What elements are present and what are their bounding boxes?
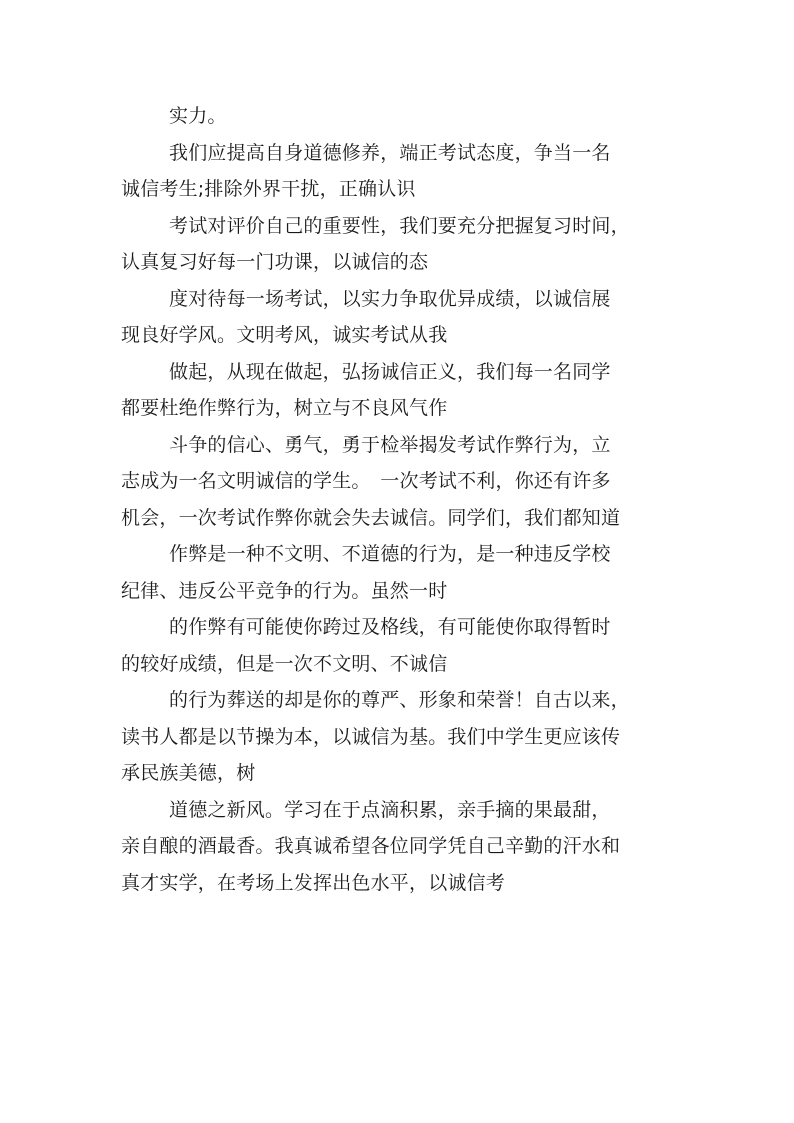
text-line: 志成为一名文明诚信的学生。 一次考试不利，你还有许多 [121,470,611,492]
text-line: 读书人都是以节操为本，以诚信为基。我们中学生更应该传 [121,725,621,748]
text-line: 认真复习好每一门功课，以诚信的态 [121,251,429,273]
text-line: 机会，一次考试作弊你就会失去诚信。同学们，我们都知道 [121,506,621,529]
text-line: 实力。 [169,105,227,127]
text-line: 我们应提高自身道德修养，端正考试态度，争当一名 [169,141,611,164]
text-line: 承民族美德，树 [121,762,256,784]
document-body [121,98,691,901]
text-line: 斗争的信心、勇气，勇于检举揭发考试作弊行为，立 [169,433,611,456]
text-line: 亲自酿的酒最香。我真诚希望各位同学凭自己辛勤的汗水和 [121,835,621,857]
text-line: 现良好学风。文明考风，诚实考试从我 [121,324,448,346]
text-line: 都要杜绝作弊行为，树立与不良风气作 [121,397,448,419]
text-line: 真才实学，在考场上发挥出色水平，以诚信考 [121,871,506,894]
text-line: 的行为葬送的却是你的尊严、形象和荣誉！自古以来， [169,689,630,711]
text-line: 作弊是一种不文明、不道德的行为，是一种违反学校 [169,543,611,565]
text-line: 的作弊有可能使你跨过及格线，有可能使你取得暂时 [169,616,611,638]
text-line: 道德之新风。学习在于点滴积累，亲手摘的果最甜， [169,798,611,821]
text-line: 度对待每一场考试，以实力争取优异成绩，以诚信展 [169,287,611,310]
text-line: 考试对评价自己的重要性，我们要充分把握复习时间， [169,214,630,237]
text-line: 诚信考生;排除外界干扰，正确认识 [121,178,416,200]
text-line: 做起，从现在做起，弘扬诚信正义，我们每一名同学 [169,360,611,383]
text-line: 纪律、违反公平竞争的行为。虽然一时 [121,579,448,602]
text-line: 的较好成绩，但是一次不文明、不诚信 [121,652,448,675]
